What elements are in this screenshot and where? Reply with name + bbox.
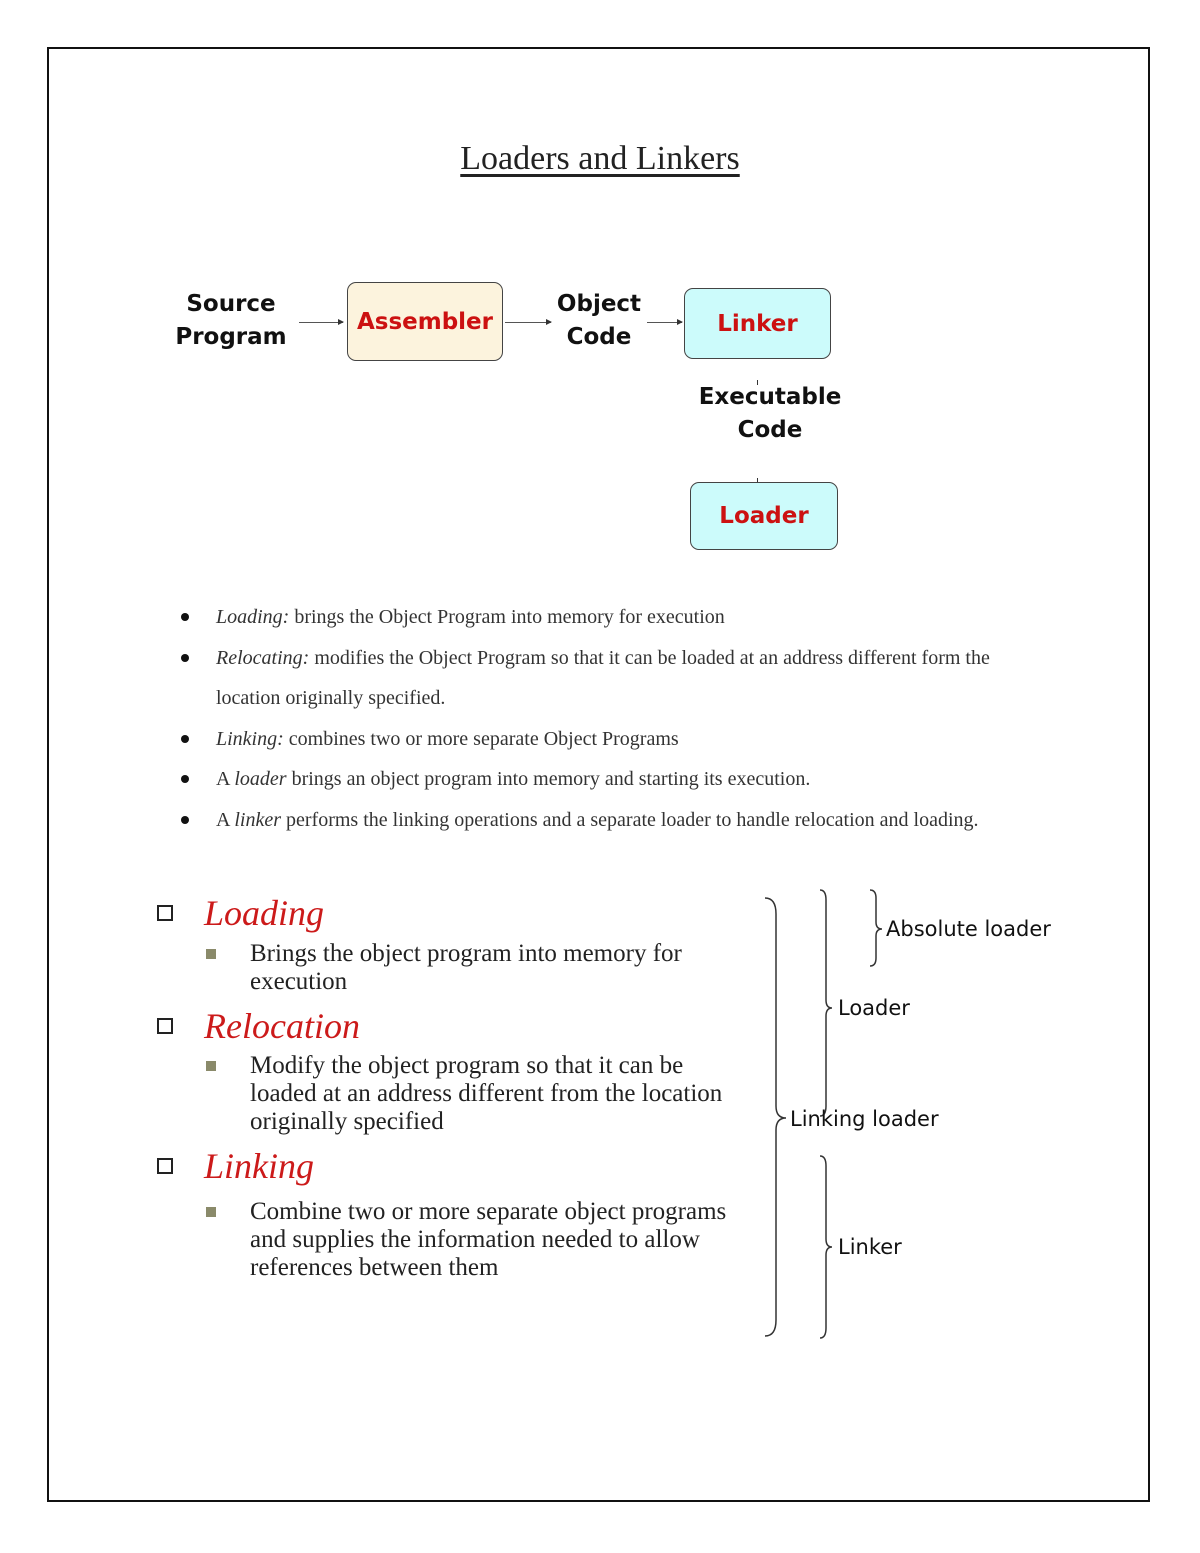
source-label-line1: Source [186,291,276,317]
page-title: Loaders and Linkers [460,140,740,177]
object-label-line1: Object [556,291,642,317]
pre-loader: A [216,768,235,790]
brace-label-loader: Loader [838,996,910,1020]
term-linker: linker [234,808,281,831]
def-relocating: modifies the Object Program so that it can be loaded at an address different form the location originally specified. [216,646,990,709]
brace-label-linking-loader: Linking loader [790,1107,939,1131]
linker-box: Linker [684,288,831,359]
loader-box: Loader [690,482,838,550]
section-heading-loading: Loading [204,893,325,933]
def-linking: combines two or more separate Object Programs [283,727,679,750]
term-loader: loader [234,768,287,790]
brace-linking-loader [765,898,786,1336]
detail-linking: Combine two or more separate object programs and supplies the information needed to allow references between them [250,1198,727,1281]
term-loading: Loading: [216,606,290,628]
brace-absolute-loader [870,890,882,966]
source-label-line2: Program [175,324,287,350]
detail-loading: Brings the object program into memory for execution [250,940,682,995]
section-heading-linking: Linking [204,1146,315,1186]
object-label-line2: Code [566,324,632,350]
term-relocating: Relocating: [216,646,310,669]
brace-label-absolute-loader: Absolute loader [886,917,1051,941]
section-heading-relocation: Relocation [204,1006,360,1046]
brace-linker [820,1156,832,1338]
brace-label-linker: Linker [838,1235,902,1259]
term-linking: Linking: [216,727,284,750]
exec-label-line1: Executable [698,384,842,410]
def-loading: brings the Object Program into memory for execution [289,606,725,628]
def-loader: brings an object program into memory and starting its execution. [286,768,811,790]
def-linker: performs the linking operations and a separate loader to handle relocation and loading. [281,808,979,831]
pre-linker: A [216,808,235,831]
brace-loader [820,890,832,1116]
assembler-box: Assembler [347,282,503,361]
detail-relocation: Modify the object program so that it can be loaded at an address different from the location originally specified [250,1052,723,1135]
exec-label-line2: Code [737,417,803,443]
